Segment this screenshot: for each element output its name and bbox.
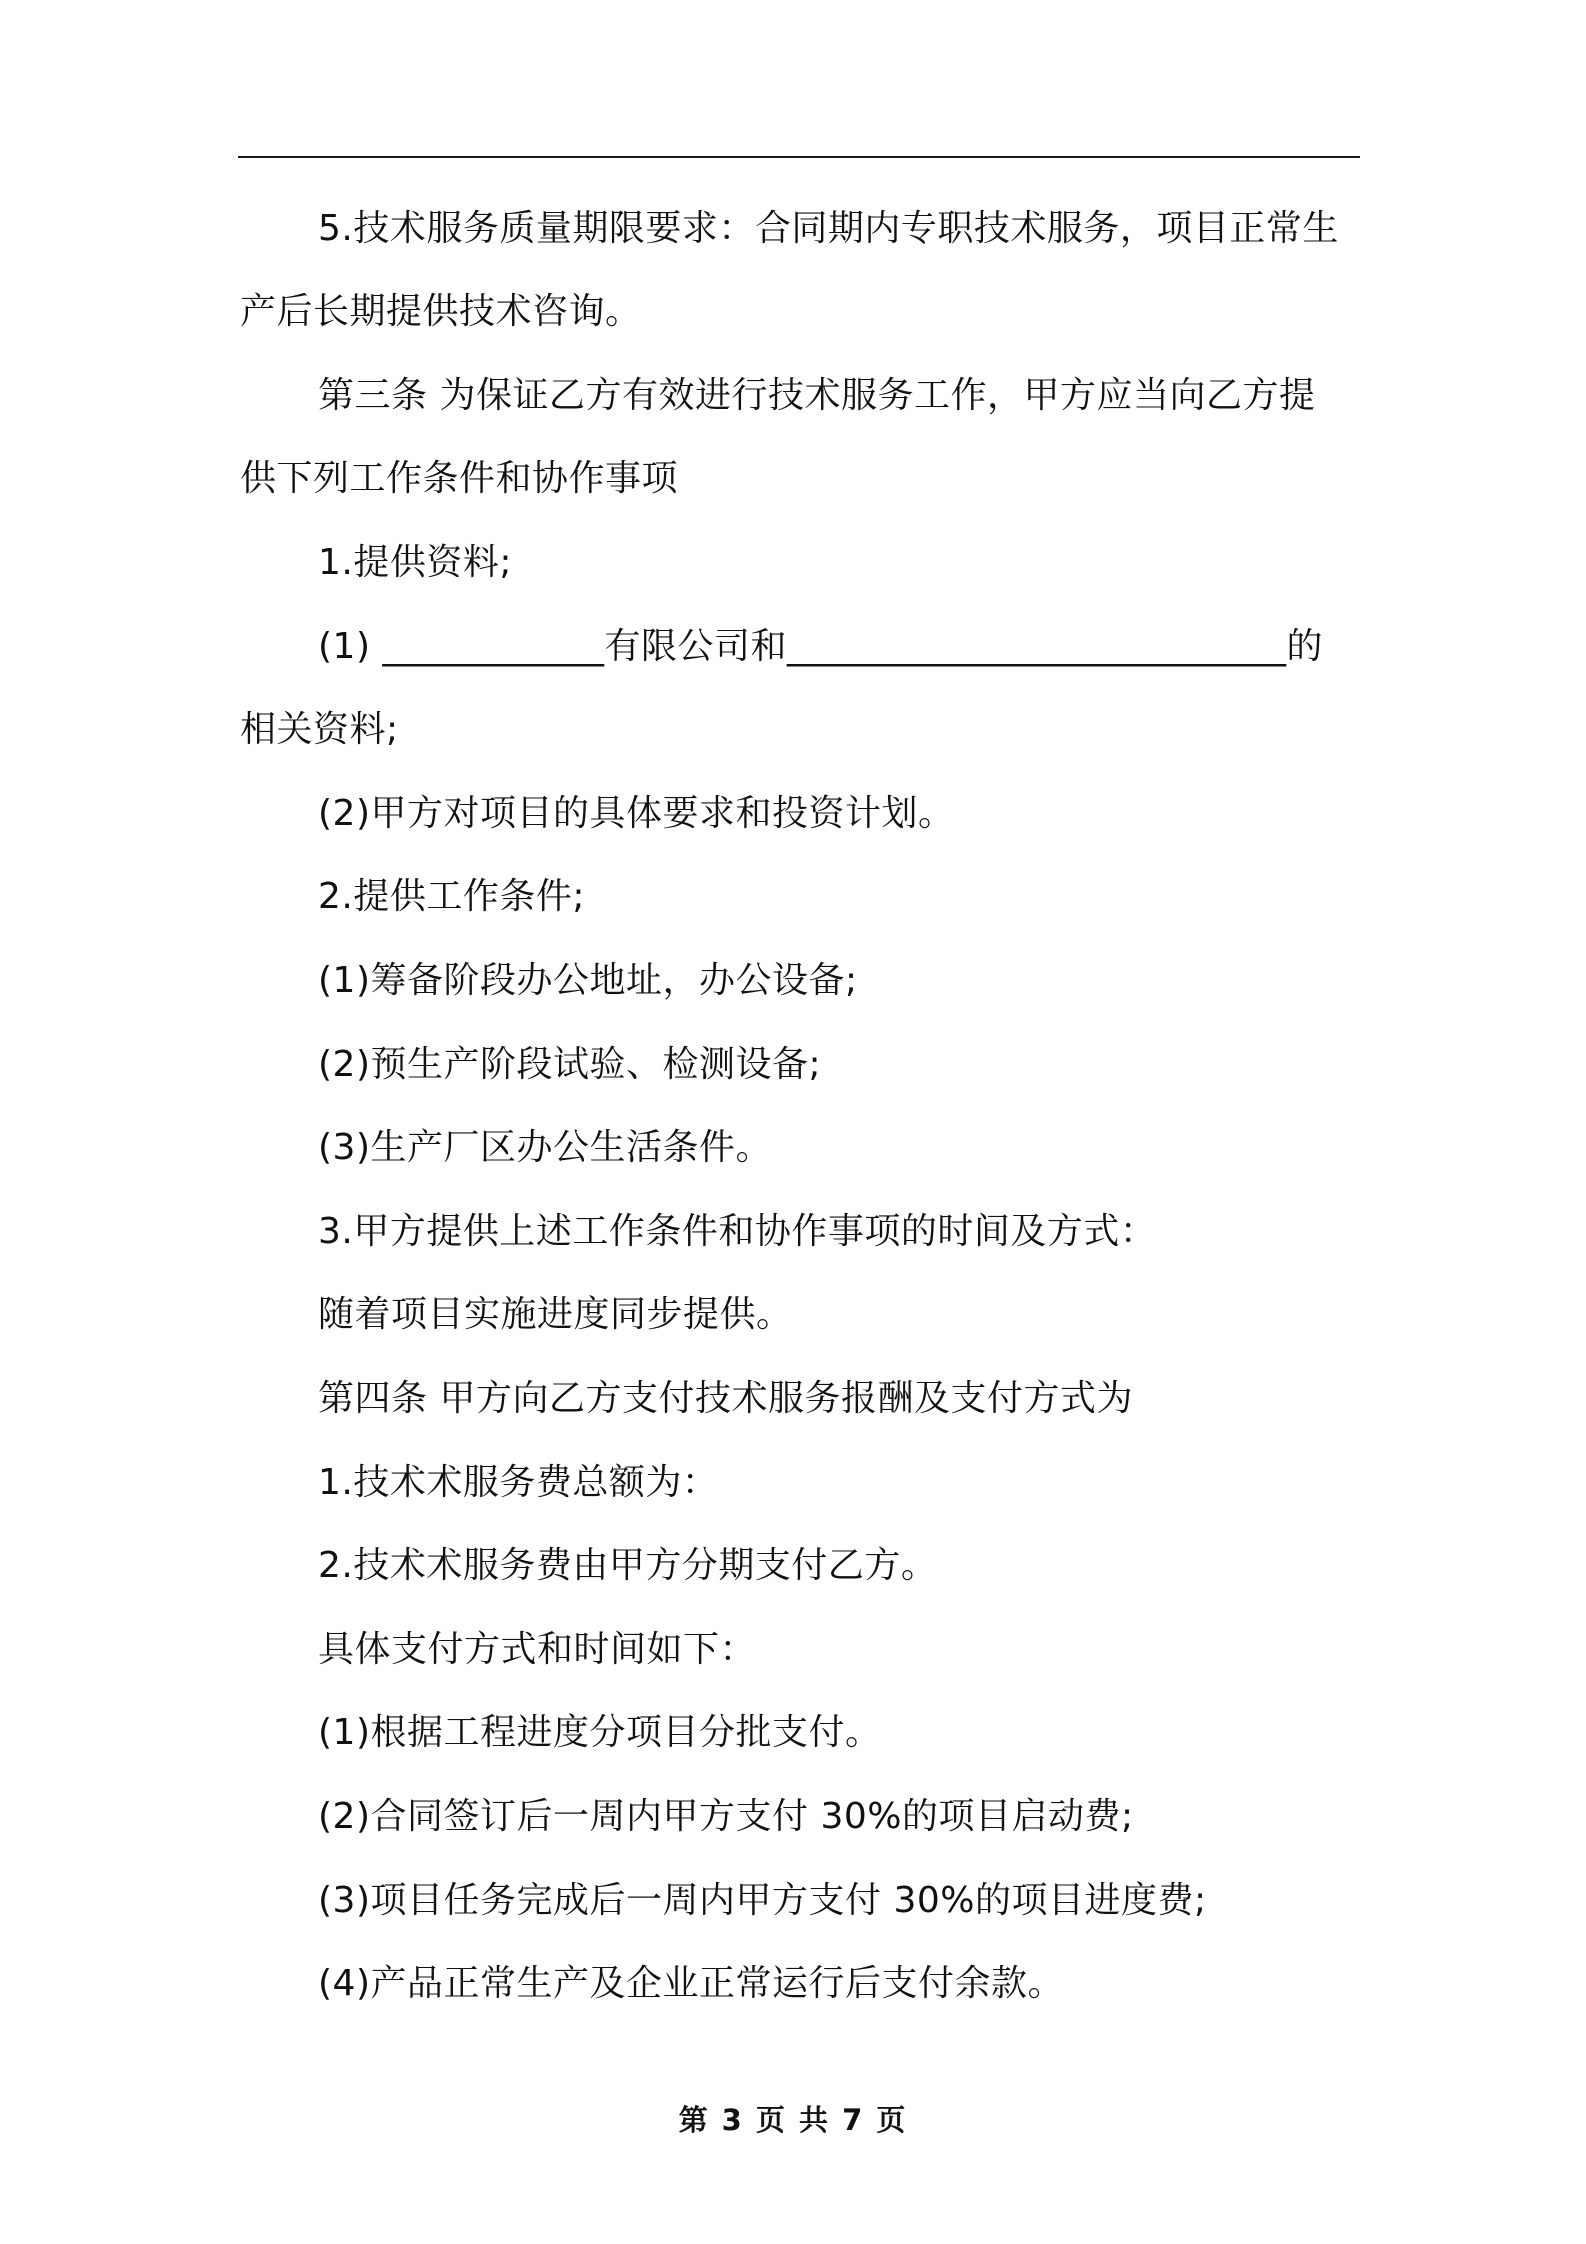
header-rule	[238, 156, 1360, 158]
paragraph-line: 第三条 为保证乙方有效进行技术服务工作，甲方应当向乙方提	[318, 375, 1316, 416]
paragraph-line: 2.技术术服务费由甲方分期支付乙方。	[318, 1545, 938, 1586]
paragraph-line: (2)预生产阶段试验、检测设备;	[318, 1044, 822, 1085]
paragraph-line: 相关资料;	[240, 709, 399, 750]
paragraph-line: 5.技术服务质量期限要求：合同期内专职技术服务，项目正常生	[318, 208, 1339, 249]
paragraph-line: (1) ____________有限公司和___________________________的	[318, 626, 1323, 667]
paragraph-line: 随着项目实施进度同步提供。	[318, 1294, 793, 1335]
paragraph-line: (4)产品正常生产及企业正常运行后支付余款。	[318, 1963, 1064, 2004]
paragraph-line: (3)项目任务完成后一周内甲方支付 30%的项目进度费;	[318, 1880, 1207, 1921]
paragraph-line: 2.提供工作条件;	[318, 876, 585, 917]
page-number-footer: 第 3 页 共 7 页	[678, 2103, 908, 2137]
paragraph-line: (2)甲方对项目的具体要求和投资计划。	[318, 793, 955, 834]
paragraph-line: 3.甲方提供上述工作条件和协作事项的时间及方式：	[318, 1211, 1157, 1252]
paragraph-line: 第四条 甲方向乙方支付技术服务报酬及支付方式为	[318, 1378, 1133, 1419]
paragraph-line: (2)合同签订后一周内甲方支付 30%的项目启动费;	[318, 1796, 1134, 1837]
paragraph-line: 1.技术术服务费总额为：	[318, 1462, 719, 1503]
paragraph-line: 供下列工作条件和协作事项	[240, 458, 679, 499]
paragraph-line: 产后长期提供技术咨询。	[240, 291, 642, 332]
paragraph-line: (1)根据工程进度分项目分批支付。	[318, 1712, 882, 1753]
paragraph-line: (3)生产厂区办公生活条件。	[318, 1127, 772, 1168]
paragraph-line: 具体支付方式和时间如下：	[318, 1629, 757, 1670]
paragraph-line: 1.提供资料;	[318, 542, 512, 583]
paragraph-line: (1)筹备阶段办公地址，办公设备;	[318, 960, 858, 1001]
